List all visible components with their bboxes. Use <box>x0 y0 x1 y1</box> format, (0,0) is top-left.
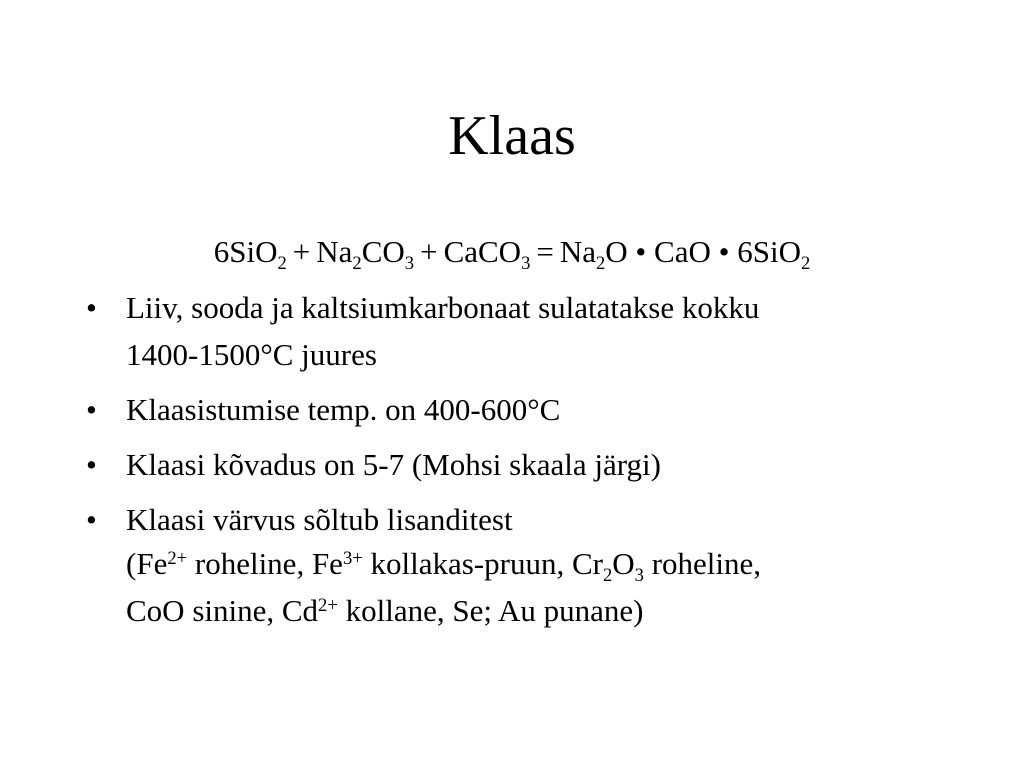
equation-term: Na <box>559 234 596 269</box>
equation-subscript: 2 <box>800 252 811 274</box>
note-text: O <box>612 546 635 581</box>
bullet-mark: • <box>86 290 97 325</box>
bullet-item <box>86 386 946 433</box>
note-text: roheline, Fe <box>187 546 343 581</box>
note-subscript: 3 <box>634 564 644 586</box>
bullet-text: Klaasi värvus sõltub lisanditest <box>126 502 513 537</box>
note-text: roheline, <box>643 546 762 581</box>
bullet-mark: • <box>86 502 97 537</box>
bullet-item <box>86 284 946 378</box>
equation-term: Na <box>316 234 353 269</box>
bullet-list <box>86 284 946 551</box>
bullet-text: Klaasi kõvadus on 5-7 (Mohsi skaala järgi) <box>126 447 661 482</box>
equation-subscript: 2 <box>352 252 362 274</box>
equation-subscript: 2 <box>596 252 606 274</box>
bullet-item <box>86 441 946 488</box>
slide-title: Klaas <box>448 105 576 167</box>
chemical-equation <box>0 232 1024 272</box>
note-text: CoO sinine, Cd <box>126 593 319 628</box>
note-subscript: 2 <box>602 564 613 586</box>
equation-operator: = <box>536 234 554 269</box>
note-text: kollakas-pruun, Cr <box>362 546 603 581</box>
note-superscript: 2+ <box>167 547 188 569</box>
bullet-item <box>86 496 946 543</box>
equation-operator: + <box>420 234 438 269</box>
equation-subscript: 3 <box>404 252 415 274</box>
equation-term: 6SiO <box>213 234 278 269</box>
equation-term: O • CaO • 6SiO <box>605 234 801 269</box>
bullet-text: Liiv, sooda ja kaltsiumkarbonaat sulatatakse kokku <box>126 290 760 325</box>
note-superscript: 2+ <box>318 594 338 616</box>
equation-term: CO <box>361 234 405 269</box>
bullet-mark: • <box>86 447 97 482</box>
equation-operator: + <box>292 234 311 269</box>
equation-subscript: 3 <box>521 252 531 274</box>
note-superscript: 3+ <box>342 547 363 569</box>
bullet-mark: • <box>86 392 97 427</box>
note-text: (Fe <box>126 546 168 581</box>
equation-term: CaCO <box>443 234 522 269</box>
bullet-text: 1400-1500°C juures <box>126 337 377 372</box>
color-additives-note <box>126 540 946 634</box>
equation-subscript: 2 <box>277 252 287 274</box>
bullet-text: Klaasistumise temp. on 400-600°C <box>126 392 561 427</box>
note-text: kollane, Se; Au punane) <box>337 593 644 628</box>
